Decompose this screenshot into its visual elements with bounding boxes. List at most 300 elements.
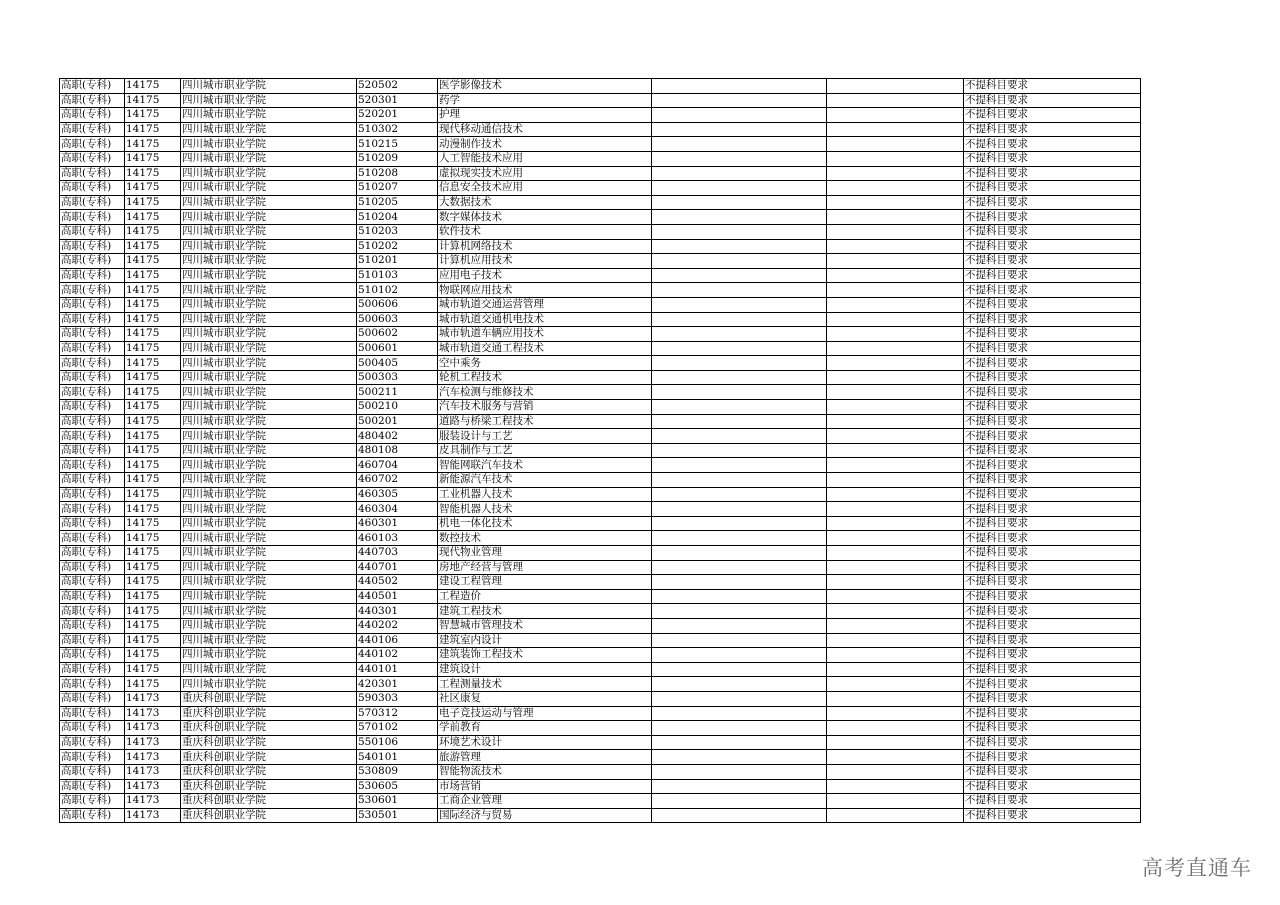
major-code-cell: 510202	[357, 239, 438, 254]
subject-requirement-cell: 不提科目要求	[964, 604, 1141, 619]
school-code-cell: 14173	[125, 779, 181, 794]
blank-cell-1	[652, 108, 827, 123]
school-name-cell: 四川城市职业学院	[181, 166, 357, 181]
blank-cell-1	[652, 604, 827, 619]
school-code-cell: 14175	[125, 93, 181, 108]
subject-requirement-cell: 不提科目要求	[964, 575, 1141, 590]
level-cell: 高职(专科)	[60, 356, 125, 371]
major-code-cell: 460304	[357, 502, 438, 517]
blank-cell-2	[827, 779, 964, 794]
major-code-cell: 440301	[357, 604, 438, 619]
school-name-cell: 四川城市职业学院	[181, 473, 357, 488]
blank-cell-2	[827, 370, 964, 385]
major-name-cell: 智能网联汽车技术	[438, 458, 652, 473]
blank-cell-2	[827, 79, 964, 94]
blank-cell-2	[827, 546, 964, 561]
table-row	[60, 546, 1141, 561]
blank-cell-1	[652, 794, 827, 809]
school-code-cell: 14175	[125, 195, 181, 210]
table-row	[60, 764, 1141, 779]
table-row	[60, 151, 1141, 166]
table-row	[60, 385, 1141, 400]
major-name-cell: 旅游管理	[438, 750, 652, 765]
school-name-cell: 四川城市职业学院	[181, 151, 357, 166]
subject-requirement-cell: 不提科目要求	[964, 239, 1141, 254]
major-code-cell: 520502	[357, 79, 438, 94]
blank-cell-2	[827, 181, 964, 196]
level-cell: 高职(专科)	[60, 808, 125, 823]
school-code-cell: 14175	[125, 312, 181, 327]
major-name-cell: 学前教育	[438, 721, 652, 736]
major-name-cell: 现代移动通信技术	[438, 122, 652, 137]
table-row	[60, 633, 1141, 648]
school-code-cell: 14175	[125, 79, 181, 94]
blank-cell-1	[652, 210, 827, 225]
school-name-cell: 四川城市职业学院	[181, 575, 357, 590]
subject-requirement-cell: 不提科目要求	[964, 473, 1141, 488]
blank-cell-2	[827, 239, 964, 254]
table-row	[60, 93, 1141, 108]
major-name-cell: 电子竞技运动与管理	[438, 706, 652, 721]
subject-requirement-cell: 不提科目要求	[964, 181, 1141, 196]
major-name-cell: 新能源汽车技术	[438, 473, 652, 488]
subject-requirement-cell: 不提科目要求	[964, 618, 1141, 633]
table-row	[60, 312, 1141, 327]
blank-cell-1	[652, 808, 827, 823]
level-cell: 高职(专科)	[60, 195, 125, 210]
blank-cell-1	[652, 677, 827, 692]
blank-cell-1	[652, 618, 827, 633]
major-name-cell: 应用电子技术	[438, 268, 652, 283]
level-cell: 高职(专科)	[60, 458, 125, 473]
major-code-cell: 520201	[357, 108, 438, 123]
blank-cell-2	[827, 516, 964, 531]
school-code-cell: 14175	[125, 458, 181, 473]
school-code-cell: 14175	[125, 677, 181, 692]
blank-cell-2	[827, 691, 964, 706]
level-cell: 高职(专科)	[60, 794, 125, 809]
major-name-cell: 空中乘务	[438, 356, 652, 371]
subject-requirement-cell: 不提科目要求	[964, 750, 1141, 765]
subject-requirement-cell: 不提科目要求	[964, 122, 1141, 137]
blank-cell-2	[827, 137, 964, 152]
table-row	[60, 239, 1141, 254]
blank-cell-1	[652, 458, 827, 473]
table-row	[60, 575, 1141, 590]
table-row	[60, 224, 1141, 239]
subject-requirement-cell: 不提科目要求	[964, 312, 1141, 327]
school-name-cell: 重庆科创职业学院	[181, 721, 357, 736]
major-code-cell: 500606	[357, 297, 438, 312]
major-name-cell: 数字媒体技术	[438, 210, 652, 225]
school-code-cell: 14175	[125, 648, 181, 663]
school-code-cell: 14175	[125, 531, 181, 546]
blank-cell-2	[827, 662, 964, 677]
school-name-cell: 重庆科创职业学院	[181, 691, 357, 706]
table-row	[60, 618, 1141, 633]
school-name-cell: 重庆科创职业学院	[181, 735, 357, 750]
major-name-cell: 人工智能技术应用	[438, 151, 652, 166]
blank-cell-1	[652, 327, 827, 342]
blank-cell-1	[652, 721, 827, 736]
subject-requirement-cell: 不提科目要求	[964, 589, 1141, 604]
blank-cell-2	[827, 604, 964, 619]
school-code-cell: 14175	[125, 589, 181, 604]
major-name-cell: 市场营销	[438, 779, 652, 794]
subject-requirement-cell: 不提科目要求	[964, 443, 1141, 458]
school-name-cell: 四川城市职业学院	[181, 546, 357, 561]
major-name-cell: 药学	[438, 93, 652, 108]
major-code-cell: 570102	[357, 721, 438, 736]
school-name-cell: 四川城市职业学院	[181, 589, 357, 604]
blank-cell-2	[827, 341, 964, 356]
level-cell: 高职(专科)	[60, 327, 125, 342]
table-row	[60, 443, 1141, 458]
blank-cell-2	[827, 268, 964, 283]
blank-cell-1	[652, 166, 827, 181]
table-row	[60, 254, 1141, 269]
major-name-cell: 社区康复	[438, 691, 652, 706]
major-name-cell: 城市轨道车辆应用技术	[438, 327, 652, 342]
blank-cell-2	[827, 764, 964, 779]
school-code-cell: 14175	[125, 487, 181, 502]
table-body	[60, 79, 1141, 823]
blank-cell-2	[827, 721, 964, 736]
major-code-cell: 420301	[357, 677, 438, 692]
subject-requirement-cell: 不提科目要求	[964, 808, 1141, 823]
blank-cell-1	[652, 560, 827, 575]
major-code-cell: 530601	[357, 794, 438, 809]
major-code-cell: 520301	[357, 93, 438, 108]
blank-cell-1	[652, 516, 827, 531]
school-code-cell: 14175	[125, 137, 181, 152]
school-code-cell: 14173	[125, 735, 181, 750]
table-row	[60, 779, 1141, 794]
subject-requirement-cell: 不提科目要求	[964, 224, 1141, 239]
major-name-cell: 建筑室内设计	[438, 633, 652, 648]
level-cell: 高职(专科)	[60, 633, 125, 648]
major-name-cell: 护理	[438, 108, 652, 123]
blank-cell-1	[652, 268, 827, 283]
school-name-cell: 四川城市职业学院	[181, 327, 357, 342]
blank-cell-2	[827, 210, 964, 225]
level-cell: 高职(专科)	[60, 93, 125, 108]
school-code-cell: 14175	[125, 327, 181, 342]
blank-cell-1	[652, 239, 827, 254]
blank-cell-1	[652, 79, 827, 94]
blank-cell-1	[652, 429, 827, 444]
blank-cell-1	[652, 473, 827, 488]
major-code-cell: 510215	[357, 137, 438, 152]
blank-cell-1	[652, 633, 827, 648]
school-code-cell: 14175	[125, 268, 181, 283]
level-cell: 高职(专科)	[60, 137, 125, 152]
school-name-cell: 四川城市职业学院	[181, 239, 357, 254]
level-cell: 高职(专科)	[60, 648, 125, 663]
blank-cell-2	[827, 151, 964, 166]
major-code-cell: 510205	[357, 195, 438, 210]
level-cell: 高职(专科)	[60, 604, 125, 619]
table-row	[60, 589, 1141, 604]
blank-cell-2	[827, 327, 964, 342]
major-code-cell: 510203	[357, 224, 438, 239]
school-name-cell: 四川城市职业学院	[181, 79, 357, 94]
blank-cell-2	[827, 750, 964, 765]
blank-cell-2	[827, 254, 964, 269]
blank-cell-2	[827, 648, 964, 663]
blank-cell-2	[827, 473, 964, 488]
school-name-cell: 四川城市职业学院	[181, 137, 357, 152]
major-name-cell: 计算机网络技术	[438, 239, 652, 254]
school-code-cell: 14175	[125, 370, 181, 385]
table-row	[60, 648, 1141, 663]
blank-cell-1	[652, 195, 827, 210]
major-name-cell: 软件技术	[438, 224, 652, 239]
blank-cell-2	[827, 414, 964, 429]
blank-cell-1	[652, 400, 827, 415]
subject-requirement-cell: 不提科目要求	[964, 414, 1141, 429]
blank-cell-1	[652, 779, 827, 794]
subject-requirement-cell: 不提科目要求	[964, 633, 1141, 648]
subject-requirement-cell: 不提科目要求	[964, 268, 1141, 283]
major-code-cell: 570312	[357, 706, 438, 721]
level-cell: 高职(专科)	[60, 268, 125, 283]
blank-cell-2	[827, 706, 964, 721]
school-code-cell: 14173	[125, 808, 181, 823]
school-code-cell: 14175	[125, 633, 181, 648]
school-code-cell: 14175	[125, 618, 181, 633]
level-cell: 高职(专科)	[60, 283, 125, 298]
level-cell: 高职(专科)	[60, 414, 125, 429]
blank-cell-2	[827, 633, 964, 648]
subject-requirement-cell: 不提科目要求	[964, 385, 1141, 400]
blank-cell-1	[652, 662, 827, 677]
school-code-cell: 14175	[125, 414, 181, 429]
blank-cell-2	[827, 283, 964, 298]
school-code-cell: 14173	[125, 706, 181, 721]
school-code-cell: 14175	[125, 560, 181, 575]
school-code-cell: 14175	[125, 181, 181, 196]
major-code-cell: 440102	[357, 648, 438, 663]
blank-cell-2	[827, 443, 964, 458]
level-cell: 高职(专科)	[60, 691, 125, 706]
major-code-cell: 460103	[357, 531, 438, 546]
subject-requirement-cell: 不提科目要求	[964, 195, 1141, 210]
school-name-cell: 四川城市职业学院	[181, 341, 357, 356]
level-cell: 高职(专科)	[60, 341, 125, 356]
subject-requirement-cell: 不提科目要求	[964, 706, 1141, 721]
school-name-cell: 四川城市职业学院	[181, 93, 357, 108]
blank-cell-1	[652, 93, 827, 108]
table-row	[60, 808, 1141, 823]
major-code-cell: 500210	[357, 400, 438, 415]
subject-requirement-cell: 不提科目要求	[964, 400, 1141, 415]
level-cell: 高职(专科)	[60, 108, 125, 123]
major-code-cell: 440701	[357, 560, 438, 575]
subject-requirement-cell: 不提科目要求	[964, 794, 1141, 809]
table-row	[60, 268, 1141, 283]
school-code-cell: 14175	[125, 516, 181, 531]
subject-requirement-cell: 不提科目要求	[964, 648, 1141, 663]
blank-cell-2	[827, 356, 964, 371]
major-code-cell: 500405	[357, 356, 438, 371]
major-code-cell: 500601	[357, 341, 438, 356]
major-code-cell: 510204	[357, 210, 438, 225]
blank-cell-1	[652, 122, 827, 137]
blank-cell-1	[652, 370, 827, 385]
subject-requirement-cell: 不提科目要求	[964, 764, 1141, 779]
school-code-cell: 14175	[125, 429, 181, 444]
school-name-cell: 四川城市职业学院	[181, 502, 357, 517]
school-name-cell: 四川城市职业学院	[181, 487, 357, 502]
major-name-cell: 工程造价	[438, 589, 652, 604]
table-row	[60, 735, 1141, 750]
level-cell: 高职(专科)	[60, 370, 125, 385]
school-code-cell: 14175	[125, 151, 181, 166]
school-name-cell: 四川城市职业学院	[181, 516, 357, 531]
school-code-cell: 14175	[125, 662, 181, 677]
watermark-logo-text: 高考直通车	[1142, 856, 1252, 880]
table-row	[60, 502, 1141, 517]
blank-cell-2	[827, 808, 964, 823]
blank-cell-1	[652, 502, 827, 517]
school-code-cell: 14175	[125, 283, 181, 298]
school-name-cell: 四川城市职业学院	[181, 458, 357, 473]
blank-cell-2	[827, 794, 964, 809]
blank-cell-1	[652, 151, 827, 166]
table-row	[60, 166, 1141, 181]
level-cell: 高职(专科)	[60, 677, 125, 692]
subject-requirement-cell: 不提科目要求	[964, 297, 1141, 312]
table-row	[60, 370, 1141, 385]
subject-requirement-cell: 不提科目要求	[964, 560, 1141, 575]
level-cell: 高职(专科)	[60, 400, 125, 415]
table-row	[60, 210, 1141, 225]
blank-cell-1	[652, 414, 827, 429]
level-cell: 高职(专科)	[60, 254, 125, 269]
major-code-cell: 500603	[357, 312, 438, 327]
school-code-cell: 14175	[125, 166, 181, 181]
major-name-cell: 建筑设计	[438, 662, 652, 677]
blank-cell-2	[827, 312, 964, 327]
major-name-cell: 环境艺术设计	[438, 735, 652, 750]
school-name-cell: 四川城市职业学院	[181, 122, 357, 137]
level-cell: 高职(专科)	[60, 516, 125, 531]
blank-cell-2	[827, 560, 964, 575]
level-cell: 高职(专科)	[60, 79, 125, 94]
major-name-cell: 计算机应用技术	[438, 254, 652, 269]
blank-cell-2	[827, 400, 964, 415]
blank-cell-1	[652, 341, 827, 356]
major-name-cell: 虚拟现实技术应用	[438, 166, 652, 181]
subject-requirement-cell: 不提科目要求	[964, 546, 1141, 561]
table-row	[60, 487, 1141, 502]
major-code-cell: 590303	[357, 691, 438, 706]
level-cell: 高职(专科)	[60, 779, 125, 794]
subject-requirement-cell: 不提科目要求	[964, 691, 1141, 706]
subject-requirement-cell: 不提科目要求	[964, 108, 1141, 123]
major-code-cell: 440501	[357, 589, 438, 604]
school-code-cell: 14175	[125, 297, 181, 312]
school-code-cell: 14173	[125, 691, 181, 706]
school-code-cell: 14175	[125, 575, 181, 590]
level-cell: 高职(专科)	[60, 297, 125, 312]
major-code-cell: 440101	[357, 662, 438, 677]
major-name-cell: 国际经济与贸易	[438, 808, 652, 823]
major-name-cell: 城市轨道交通工程技术	[438, 341, 652, 356]
subject-requirement-cell: 不提科目要求	[964, 531, 1141, 546]
blank-cell-2	[827, 502, 964, 517]
blank-cell-1	[652, 181, 827, 196]
major-code-cell: 440502	[357, 575, 438, 590]
school-name-cell: 四川城市职业学院	[181, 677, 357, 692]
level-cell: 高职(专科)	[60, 166, 125, 181]
major-code-cell: 460301	[357, 516, 438, 531]
level-cell: 高职(专科)	[60, 721, 125, 736]
school-name-cell: 重庆科创职业学院	[181, 750, 357, 765]
table-row	[60, 122, 1141, 137]
blank-cell-1	[652, 648, 827, 663]
subject-requirement-cell: 不提科目要求	[964, 151, 1141, 166]
major-code-cell: 510201	[357, 254, 438, 269]
major-code-cell: 510209	[357, 151, 438, 166]
blank-cell-1	[652, 487, 827, 502]
blank-cell-1	[652, 356, 827, 371]
major-name-cell: 工商企业管理	[438, 794, 652, 809]
subject-requirement-cell: 不提科目要求	[964, 93, 1141, 108]
major-name-cell: 信息安全技术应用	[438, 181, 652, 196]
school-name-cell: 四川城市职业学院	[181, 254, 357, 269]
major-name-cell: 道路与桥梁工程技术	[438, 414, 652, 429]
school-name-cell: 四川城市职业学院	[181, 108, 357, 123]
major-name-cell: 建筑工程技术	[438, 604, 652, 619]
table-row	[60, 429, 1141, 444]
major-name-cell: 工程测量技术	[438, 677, 652, 692]
blank-cell-2	[827, 122, 964, 137]
major-code-cell: 540101	[357, 750, 438, 765]
blank-cell-2	[827, 297, 964, 312]
blank-cell-2	[827, 458, 964, 473]
major-name-cell: 现代物业管理	[438, 546, 652, 561]
level-cell: 高职(专科)	[60, 750, 125, 765]
major-name-cell: 房地产经营与管理	[438, 560, 652, 575]
admission-table	[59, 78, 1141, 823]
subject-requirement-cell: 不提科目要求	[964, 283, 1141, 298]
major-code-cell: 500602	[357, 327, 438, 342]
school-name-cell: 四川城市职业学院	[181, 195, 357, 210]
level-cell: 高职(专科)	[60, 151, 125, 166]
blank-cell-1	[652, 706, 827, 721]
school-name-cell: 四川城市职业学院	[181, 633, 357, 648]
major-code-cell: 550106	[357, 735, 438, 750]
school-code-cell: 14175	[125, 443, 181, 458]
blank-cell-1	[652, 224, 827, 239]
school-code-cell: 14175	[125, 473, 181, 488]
subject-requirement-cell: 不提科目要求	[964, 502, 1141, 517]
school-name-cell: 重庆科创职业学院	[181, 764, 357, 779]
major-code-cell: 530501	[357, 808, 438, 823]
major-name-cell: 智能物流技术	[438, 764, 652, 779]
table-row	[60, 283, 1141, 298]
level-cell: 高职(专科)	[60, 181, 125, 196]
school-name-cell: 四川城市职业学院	[181, 181, 357, 196]
school-code-cell: 14175	[125, 210, 181, 225]
table-row	[60, 195, 1141, 210]
major-code-cell: 510207	[357, 181, 438, 196]
level-cell: 高职(专科)	[60, 502, 125, 517]
blank-cell-1	[652, 254, 827, 269]
major-name-cell: 汽车技术服务与营销	[438, 400, 652, 415]
